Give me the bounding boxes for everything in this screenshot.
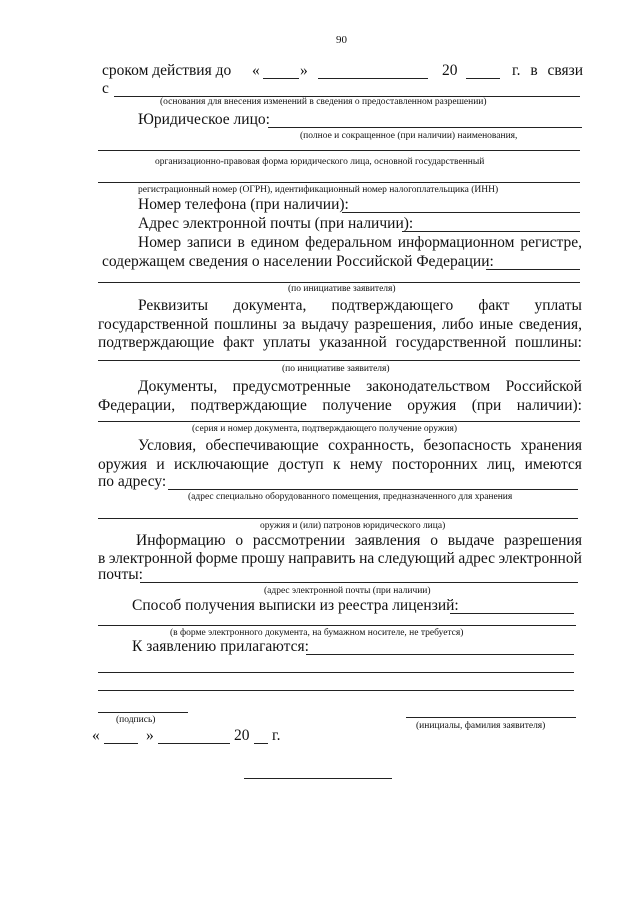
validity-month-line: [318, 78, 428, 79]
phone-line: [342, 212, 580, 213]
date-year-line: [254, 743, 268, 744]
legal-entity-label: Юридическое лицо:: [138, 111, 270, 128]
attachments-label: К заявлению прилагаются:: [132, 638, 309, 655]
info-line-3: почты:: [98, 566, 143, 583]
initials-line: [406, 717, 576, 718]
page-number: 90: [336, 34, 347, 46]
date-year-prefix: 20: [234, 727, 250, 744]
info-line-field: [140, 582, 578, 583]
date-month-line: [158, 743, 230, 744]
storage-line-2: оружия и исключающие доступ к нему посторонних лиц, имеются: [98, 456, 582, 473]
basis-prefix: с: [102, 80, 109, 97]
date-suffix: г.: [272, 727, 281, 744]
storage-caption-2: оружия и (или) патронов юридического лица): [260, 521, 446, 531]
storage-line-field: [168, 489, 578, 490]
validity-day-line: [263, 78, 299, 79]
email-line: [402, 231, 580, 232]
validity-label: сроком действия до: [102, 62, 232, 79]
signature-line: [98, 712, 188, 713]
docs-line-1: Документы, предусмотренные законодательством Российской: [138, 378, 582, 395]
legal-entity-caption-2: организационно-правовая форма юридического лица, основной государственный: [155, 157, 485, 167]
attachments-line-2: [98, 672, 574, 673]
record-caption: (по инициативе заявителя): [288, 284, 396, 294]
legal-entity-caption-3: регистрационный номер (ОГРН), идентификационный номер налогоплательщика (ИНН): [138, 185, 499, 195]
storage-line-field-2: [98, 518, 578, 519]
record-line-1: Номер записи в едином федеральном информационном регистре,: [138, 234, 582, 251]
email-label: Адрес электронной почты (при наличии):: [138, 215, 414, 232]
legal-entity-line: [268, 127, 582, 128]
validity-suffix: г. в связи: [512, 62, 584, 79]
date-quote-close: »: [146, 727, 154, 744]
storage-line-1: Условия, обеспечивающие сохранность, безопасность хранения: [138, 437, 582, 454]
signature-caption: (подпись): [116, 715, 156, 725]
attachments-line: [306, 654, 574, 655]
basis-caption: (основания для внесения изменений в сведения о предоставленном разрешении): [160, 97, 487, 107]
docs-line-field: [98, 421, 580, 422]
extract-label: Способ получения выписки из реестра лицензий:: [132, 597, 459, 614]
info-line-1: Информацию о рассмотрении заявления о выдаче разрешения: [136, 532, 582, 549]
initials-caption: (инициалы, фамилия заявителя): [416, 721, 546, 731]
fee-line-3: подтверждающие факт уплаты указанной государственной пошлины:: [98, 334, 582, 351]
extract-caption: (в форме электронного документа, на бумажном носителе, не требуется): [170, 628, 464, 638]
info-line-2: в электронной форме прошу направить на следующий адрес электронной: [98, 550, 582, 567]
legal-entity-caption-1: (полное и сокращенное (при наличии) наименования,: [300, 131, 518, 141]
phone-label: Номер телефона (при наличии):: [138, 196, 349, 213]
record-line-field-2: [98, 282, 580, 283]
extract-line: [450, 613, 574, 614]
storage-line-3: по адресу:: [98, 473, 167, 490]
attachments-line-3: [98, 690, 574, 691]
docs-caption: (серия и номер документа, подтверждающего получение оружия): [192, 424, 458, 434]
extract-line-2: [98, 625, 576, 626]
info-caption: (адрес электронной почты (при наличии): [264, 586, 431, 596]
validity-year-line: [466, 78, 500, 79]
legal-entity-line-3: [98, 182, 580, 183]
validity-year-prefix: 20: [442, 62, 458, 79]
fee-line-field: [98, 360, 580, 361]
fee-line-2: государственной пошлины за выдачу разрешения, либо иные сведения,: [98, 316, 582, 333]
date-quote-open: «: [92, 727, 100, 744]
fee-caption: (по инициативе заявителя): [282, 364, 390, 374]
date-day-line: [104, 743, 138, 744]
record-line-2: содержащем сведения о населении Российской Федерации:: [102, 253, 494, 270]
closing-divider: [244, 778, 392, 779]
fee-line-1: Реквизиты документа, подтверждающего факт уплаты: [138, 297, 582, 314]
record-line-field: [486, 269, 580, 270]
legal-entity-line-2: [98, 150, 580, 151]
validity-quote-close: »: [300, 62, 308, 79]
validity-quote-open: «: [252, 62, 260, 79]
docs-line-2: Федерации, подтверждающие получение оружия (при наличии):: [98, 397, 582, 414]
storage-caption-1: (адрес специально оборудованного помещения, предназначенного для хранения: [188, 492, 513, 502]
